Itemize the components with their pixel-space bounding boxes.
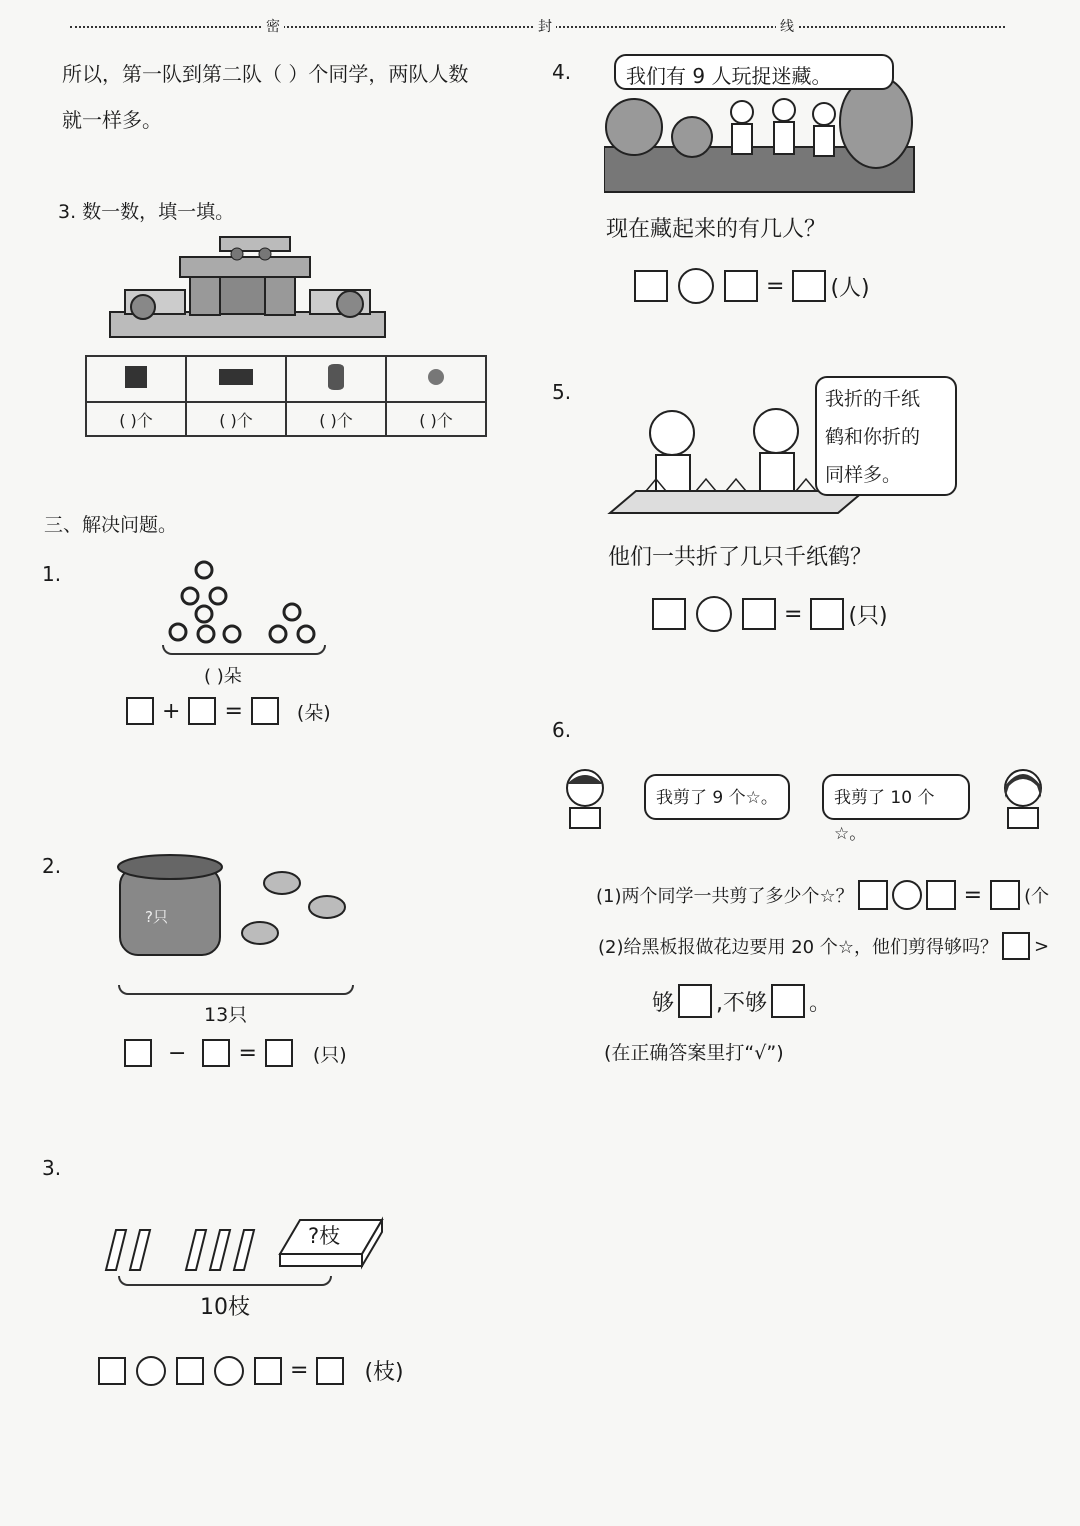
answer-box[interactable]: [124, 1039, 152, 1067]
q2-continuation-line1: 所以，第一队到第二队（ ）个同学，两队人数: [62, 62, 469, 86]
operator-circle[interactable]: [892, 880, 922, 910]
unit-label: (人): [830, 275, 870, 301]
blocks-illustration: [105, 232, 395, 347]
not-enough-label: ,不够: [716, 990, 768, 1016]
answer-box[interactable]: [316, 1357, 344, 1385]
brace-crabs: [118, 985, 354, 995]
answer-box[interactable]: [724, 270, 758, 302]
answer-instruction-note: (在正确答案里打“√”): [604, 1042, 784, 1064]
problem-2-number: 2.: [42, 854, 62, 878]
equation-5: [652, 596, 888, 632]
answer-box[interactable]: [202, 1039, 230, 1067]
enough-choices: [652, 984, 831, 1018]
problem-6-q1: (1)两个同学一共剪了多少个☆？: [596, 886, 854, 907]
answer-box[interactable]: [634, 270, 668, 302]
unit-label: (个: [1024, 886, 1050, 907]
answer-box[interactable]: [251, 697, 279, 725]
brace-flowers: [162, 645, 326, 655]
speech-bubble-cranes: [815, 376, 957, 496]
problem-6-part-2: [598, 932, 1049, 960]
bubble-line: 同样多。: [825, 464, 902, 486]
answer-box[interactable]: [176, 1357, 204, 1385]
equals-sign: =: [784, 601, 803, 627]
problem-1-number: 1.: [42, 562, 62, 586]
bubble-line: 我折的千纸: [825, 388, 921, 410]
answer-box[interactable]: [742, 598, 776, 630]
equation-3: [98, 1355, 404, 1386]
operator-circle[interactable]: [214, 1356, 244, 1386]
problem-6-part-1: [596, 880, 1049, 910]
unit-label: (枝): [364, 1360, 404, 1385]
speech-bubble-boy: 我剪了 9 个☆。: [644, 774, 790, 820]
equals-sign: =: [238, 1040, 257, 1066]
equals-sign: =: [290, 1358, 309, 1383]
unit-label: (朵): [296, 701, 331, 724]
flowers-illustration: [160, 556, 330, 646]
problem-6-number: 6.: [552, 718, 572, 742]
sphere-icon: [386, 356, 486, 402]
equation-1: [126, 697, 331, 725]
equation-2: [124, 1039, 347, 1067]
shape-count-table: [85, 355, 487, 437]
problem-6-q2: (2)给黑板报做花边要用 20 个☆，他们剪得够吗？: [598, 937, 998, 958]
crabs-illustration: [112, 845, 362, 960]
unit-label: (只): [312, 1043, 347, 1066]
answer-box[interactable]: [1002, 932, 1030, 960]
q3-title: 3. 数一数，填一填。: [58, 201, 235, 223]
answer-box[interactable]: [188, 697, 216, 725]
boy-avatar: [560, 766, 610, 830]
operator-circle[interactable]: [696, 596, 732, 632]
answer-box[interactable]: [265, 1039, 293, 1067]
equation-4: [634, 268, 870, 304]
enough-label: 够: [652, 990, 675, 1016]
pencils-illustration: [100, 1212, 400, 1274]
problem-3-number: 3.: [42, 1156, 62, 1180]
section-title: 三、解决问题。: [44, 514, 178, 536]
answer-box[interactable]: [990, 880, 1020, 910]
problem-4-question: 现在藏起来的有几人？: [606, 217, 827, 242]
answer-box[interactable]: [810, 598, 844, 630]
cube-icon: [86, 356, 186, 402]
answer-box[interactable]: [98, 1357, 126, 1385]
period: 。: [809, 990, 832, 1016]
count-cell-sphere[interactable]: ( )个: [386, 402, 486, 436]
brace-pencils: [118, 1276, 332, 1286]
equals-sign: =: [224, 698, 243, 724]
answer-box[interactable]: [792, 270, 826, 302]
answer-box[interactable]: [652, 598, 686, 630]
crabs-total: 13只: [204, 1004, 248, 1026]
basket-label: ?只: [145, 908, 168, 926]
q2-continuation-line2: 就一样多。: [62, 108, 162, 132]
answer-box[interactable]: [858, 880, 888, 910]
cuboid-icon: [186, 356, 286, 402]
equals-sign: =: [766, 273, 785, 299]
seal-label-feng: 封: [534, 16, 556, 36]
pencil-box-label: ?枝: [308, 1224, 341, 1248]
count-cell-cuboid[interactable]: ( )个: [186, 402, 286, 436]
speech-bubble-girl: 我剪了 10 个☆。: [822, 774, 970, 820]
answer-box[interactable]: [926, 880, 956, 910]
tail-symbol: >: [1033, 935, 1050, 957]
plus-sign: +: [162, 698, 181, 724]
minus-sign: −: [168, 1040, 187, 1066]
operator-circle[interactable]: [678, 268, 714, 304]
equals-sign: =: [963, 882, 983, 908]
bubble-line: 鹤和你折的: [825, 426, 921, 448]
problem-5-question: 他们一共折了几只千纸鹤？: [608, 545, 873, 570]
seal-label-xian: 线: [776, 16, 798, 36]
cylinder-icon: [286, 356, 386, 402]
count-cell-cube[interactable]: ( )个: [86, 402, 186, 436]
flowers-total-blank: ( )朵: [204, 666, 242, 687]
problem-5-number: 5.: [552, 380, 572, 404]
enough-checkbox[interactable]: [678, 984, 712, 1018]
not-enough-checkbox[interactable]: [771, 984, 805, 1018]
pencils-total: 10枝: [200, 1295, 250, 1320]
seal-label-mi: 密: [262, 16, 284, 36]
problem-4-number: 4.: [552, 60, 572, 84]
operator-circle[interactable]: [136, 1356, 166, 1386]
speech-bubble-hide-seek: 我们有 9 人玩捉迷藏。: [614, 54, 894, 90]
answer-box[interactable]: [254, 1357, 282, 1385]
count-cell-cylinder[interactable]: ( )个: [286, 402, 386, 436]
answer-box[interactable]: [126, 697, 154, 725]
girl-avatar: [996, 764, 1050, 830]
unit-label: (只): [848, 603, 888, 629]
